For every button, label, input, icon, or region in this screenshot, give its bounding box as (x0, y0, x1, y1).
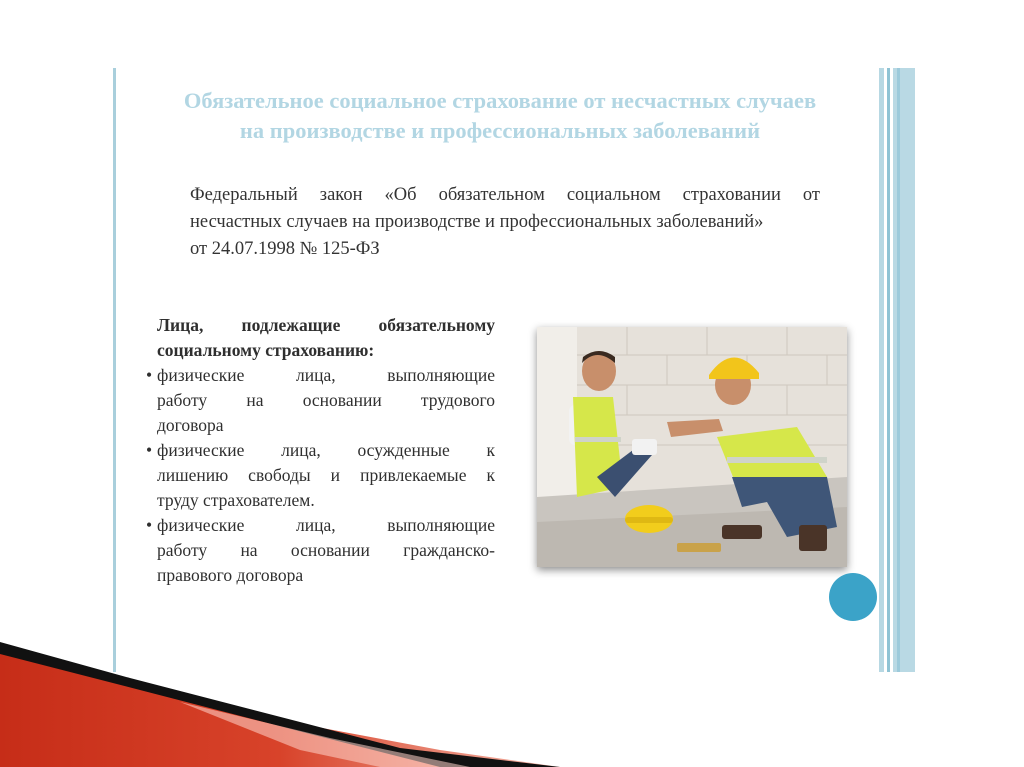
list-item (146, 438, 495, 513)
heading-line: Лица, подлежащие обязательному (157, 315, 495, 335)
list-item-line: работу на основании трудового (157, 390, 495, 410)
law-text-line: несчастных случаев на производстве и профессиональных заболеваний» (190, 212, 764, 232)
bullet-icon: • (146, 365, 153, 385)
law-text-line: от 24.07.1998 № 125-ФЗ (190, 239, 380, 259)
list-item (146, 513, 495, 588)
insured-persons-heading (150, 313, 495, 363)
list-item-line: физические лица, выполняющие (157, 515, 495, 535)
list-item-line: труду страхователем. (157, 490, 315, 510)
right-frame-bar (897, 68, 900, 672)
right-frame-bar (879, 68, 884, 672)
slide-title-line: Обязательное социальное страхование от несчастных случаев (183, 88, 817, 113)
blue-circle-decoration (829, 573, 877, 621)
list-item-line: физические лица, осужденные к (157, 440, 495, 460)
bullet-icon: • (146, 515, 153, 535)
insured-persons-list (146, 313, 495, 588)
list-item-line: физические лица, выполняющие (157, 365, 495, 385)
left-frame-line (113, 68, 116, 672)
list-item-line: работу на основании гражданско- (157, 540, 495, 560)
list-item-line: правового договора (157, 565, 304, 585)
bullet-icon: • (146, 440, 153, 460)
construction-workers-first-aid-image (537, 327, 847, 567)
right-frame-bar (887, 68, 890, 672)
red-black-swoosh-decoration (0, 630, 1024, 767)
law-text-line: Федеральный закон «Об обязательном социальном страховании от (190, 185, 820, 205)
law-reference (190, 182, 820, 263)
list-item-line: договора (157, 415, 224, 435)
list-item-line: лишению свободы и привлекаемые к (157, 465, 495, 485)
slide-title-line: на производстве и профессиональных заболеваний (239, 118, 761, 143)
slide-title (120, 86, 880, 146)
heading-line: социальному страхованию: (157, 340, 375, 360)
list-item (146, 363, 495, 438)
